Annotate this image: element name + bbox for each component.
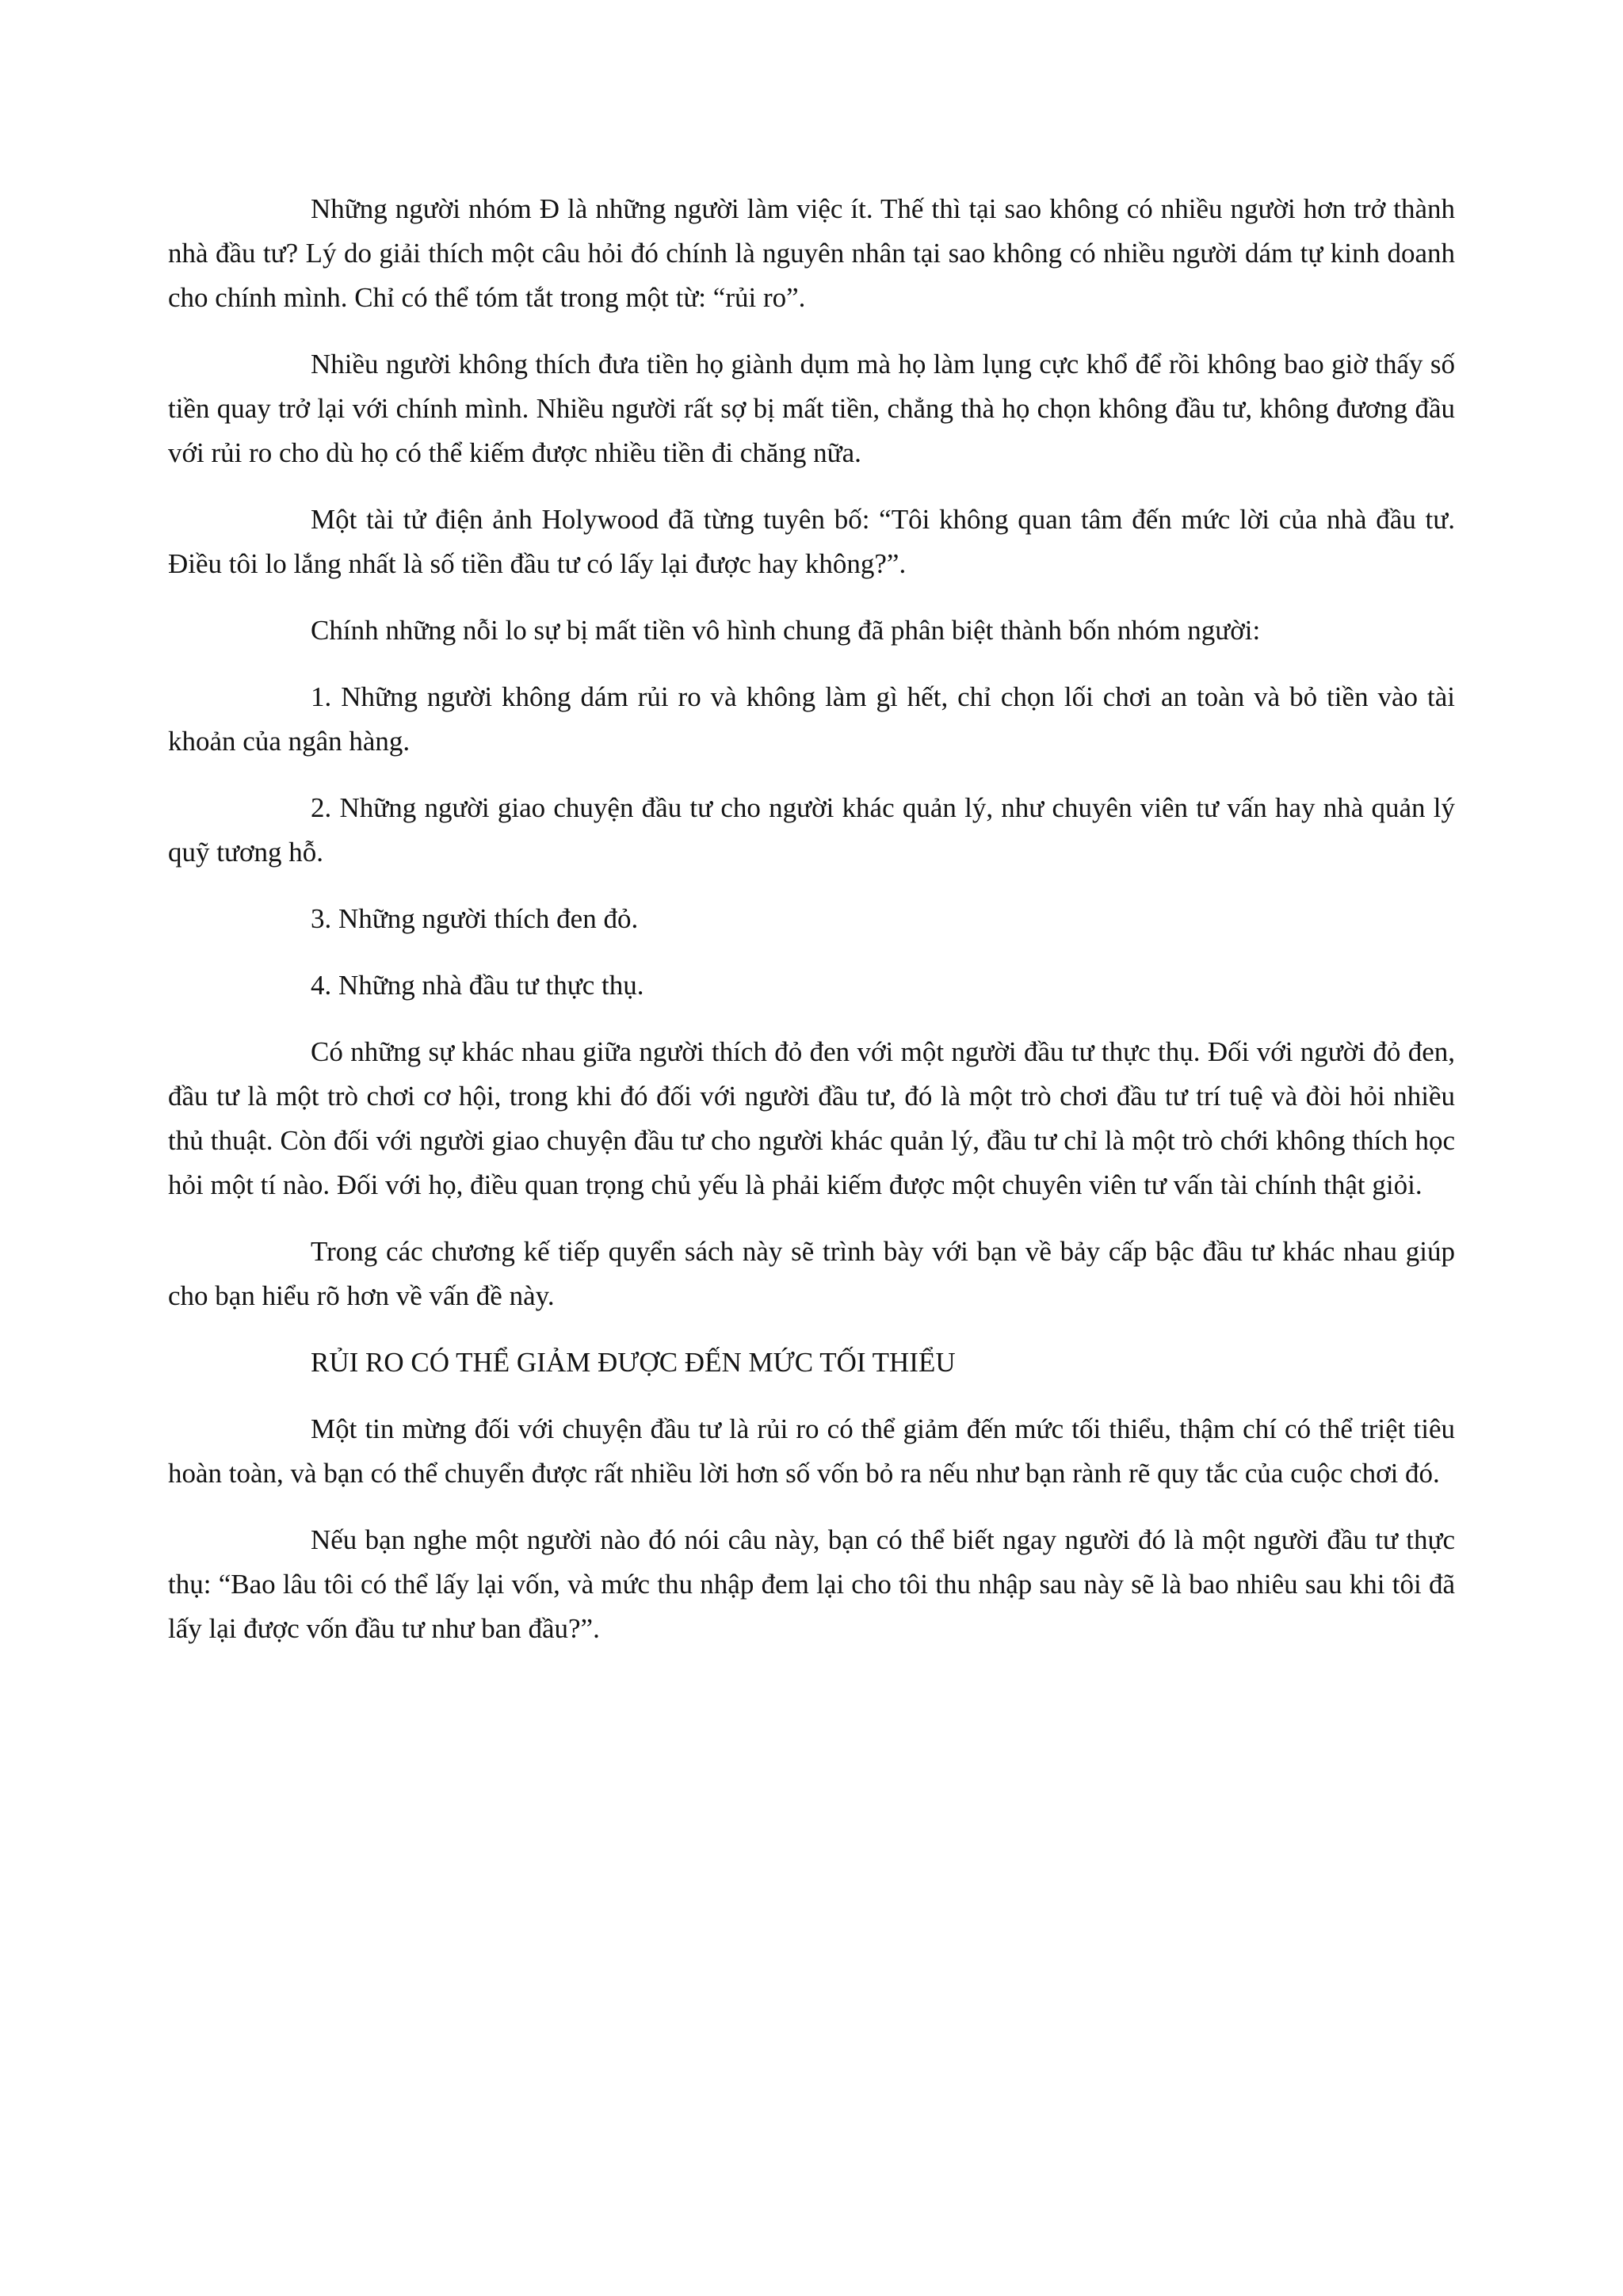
document-body xyxy=(168,187,1455,1651)
list-item-2: 2. Những người giao chuyện đầu tư cho người khác quản lý, như chuyên viên tư vấn hay nhà quản lý quỹ tương hỗ. xyxy=(168,792,1455,868)
section-heading: RỦI RO CÓ THỂ GIẢM ĐƯỢC ĐẾN MỨC TỐI THIỂU xyxy=(311,1347,956,1378)
paragraph-6: Trong các chương kế tiếp quyển sách này sẽ trình bày với bạn về bảy cấp bậc đầu tư khác nhau giúp cho bạn hiểu rõ hơn về vấn đề này. xyxy=(168,1236,1455,1311)
list-item-4: 4. Những nhà đầu tư thực thụ. xyxy=(311,970,644,1001)
paragraph-2: Nhiều người không thích đưa tiền họ giành dụm mà họ làm lụng cực khổ để rồi không bao giờ thấy số tiền quay trở lại với chính mình. Nhiều người rất sợ bị mất tiền, chẳng thà họ chọn không đầu tư, không đương đầu với rủi ro cho dù họ có thể kiếm được nhiều tiền đi chăng nữa. xyxy=(168,349,1455,468)
paragraph-8: Nếu bạn nghe một người nào đó nói câu này, bạn có thể biết ngay người đó là một người đầu tư thực thụ: “Bao lâu tôi có thể lấy lại vốn, và mức thu nhập đem lại cho tôi thu nhập sau này sẽ là bao nhiêu sau khi tôi đã lấy lại được vốn đầu tư như ban đầu?”. xyxy=(168,1524,1455,1644)
paragraph-1: Những người nhóm Đ là những người làm việc ít. Thế thì tại sao không có nhiều người hơn trở thành nhà đầu tư? Lý do giải thích một câu hỏi đó chính là nguyên nhân tại sao không có nhiều người dám tự kinh doanh cho chính mình. Chỉ có thể tóm tắt trong một từ: “rủi ro”. xyxy=(168,193,1455,313)
paragraph-4: Chính những nỗi lo sự bị mất tiền vô hình chung đã phân biệt thành bốn nhóm người: xyxy=(311,615,1261,646)
paragraph-7: Một tin mừng đối với chuyện đầu tư là rủi ro có thể giảm đến mức tối thiểu, thậm chí có thể triệt tiêu hoàn toàn, và bạn có thể chuyển được rất nhiều lời hơn số vốn bỏ ra nếu như bạn rành rẽ quy tắc của cuộc chơi đó. xyxy=(168,1413,1455,1489)
paragraph-5: Có những sự khác nhau giữa người thích đỏ đen với một người đầu tư thực thụ. Đối với người đỏ đen, đầu tư là một trò chơi cơ hội, trong khi đó đối với người đầu tư, đó là một trò chơi đầu tư trí tuệ và đòi hỏi nhiều thủ thuật. Còn đối với người giao chuyện đầu tư cho người khác quản lý, đầu tư chỉ là một trò chới không thích học hỏi một tí nào. Đối với họ, điều quan trọng chủ yếu là phải kiếm được một chuyên viên tư vấn tài chính thật giỏi. xyxy=(168,1036,1455,1200)
paragraph-3: Một tài tử điện ảnh Holywood đã từng tuyên bố: “Tôi không quan tâm đến mức lời của nhà đầu tư. Điều tôi lo lắng nhất là số tiền đầu tư có lấy lại được hay không?”. xyxy=(168,504,1455,579)
list-item-3: 3. Những người thích đen đỏ. xyxy=(311,903,639,934)
list-item-1: 1. Những người không dám rủi ro và không làm gì hết, chỉ chọn lối chơi an toàn và bỏ tiền vào tài khoản của ngân hàng. xyxy=(168,681,1455,757)
